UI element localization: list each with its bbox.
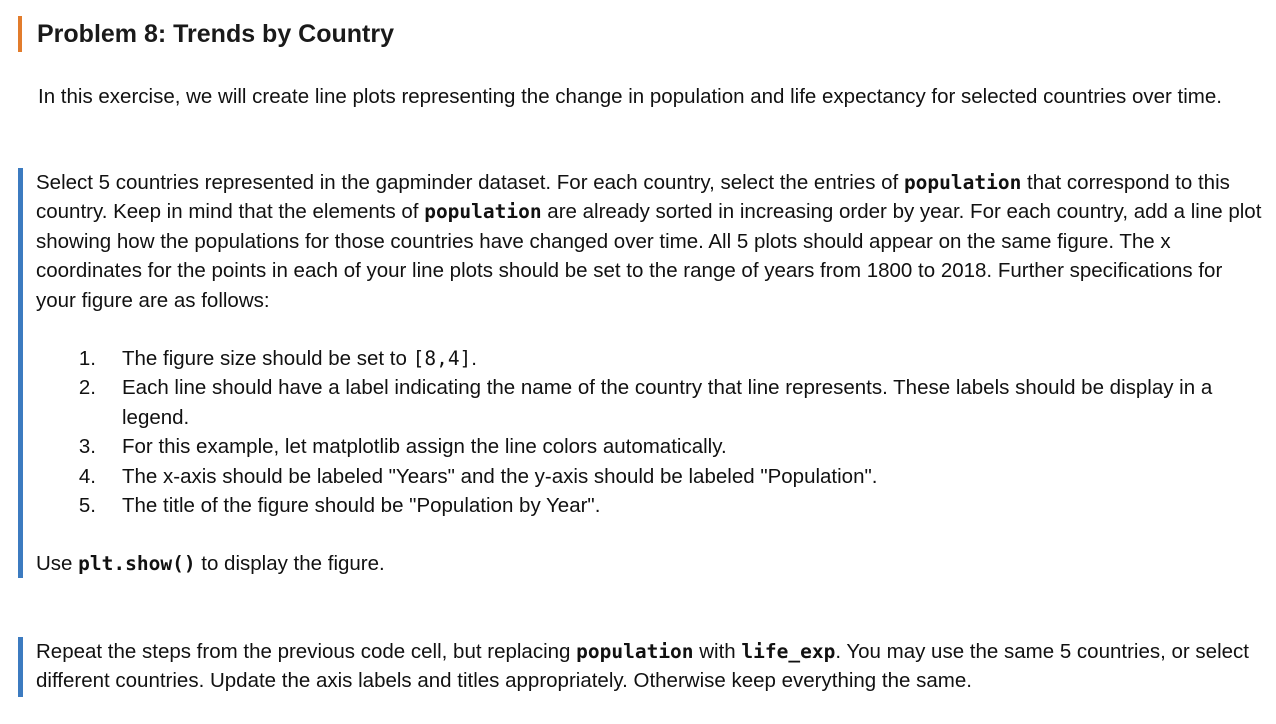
page-title: Problem 8: Trends by Country [37, 19, 395, 48]
text-span: to display the figure. [195, 552, 385, 576]
text-span: The figure size should be set to [122, 347, 413, 371]
text-span: Repeat the steps from the previous code cell, but replacing [36, 640, 577, 663]
list-text: The x-axis should be labeled "Years" and the y-axis should be labeled "Population". [122, 464, 878, 488]
markdown-cell-population[interactable] [18, 168, 1266, 578]
text-span: . You may use the same 5 countries, or select different countries. Update the axis labels and titles appropriately. Otherwise keep everything the same. [36, 640, 1249, 693]
code-population: population [903, 171, 1022, 194]
code-population: population [424, 200, 542, 224]
list-number: 3. [78, 435, 96, 459]
code-population: population [576, 640, 694, 663]
text-span: Use [36, 552, 79, 576]
show-instruction [36, 549, 1266, 578]
list-text: Each line should have a label indicating the name of the country that line represents. These labels should be display in a legend. [122, 376, 1213, 429]
intro-paragraph: In this exercise, we will create line plots representing the change in population and life expectancy for selected countries over time. [38, 85, 1222, 108]
list-item [36, 344, 1266, 373]
list-text: The title of the figure should be "Population by Year". [122, 494, 601, 518]
list-text [122, 344, 1266, 373]
text-span: . [471, 347, 477, 371]
list-number: 2. [78, 376, 96, 400]
list-item [36, 432, 1266, 461]
list-item [36, 491, 1266, 520]
list-number: 5. [78, 494, 96, 518]
markdown-cell-life-exp[interactable] [18, 637, 1271, 697]
text-span: with [693, 640, 742, 663]
text-span: are already sorted in increasing order by year. For each country, add a line plot showing how the populations for those countries have changed over time. All 5 plots should appear on the same figure. The x coordinates for the points in each of your line plots should be set to the range of years from 1800 to 2018. Further specifications for your figure are as follows: [36, 200, 1262, 312]
text-span: Select 5 countries represented in the gapminder dataset. For each country, select the entries of [36, 171, 904, 194]
code-life-exp: life_exp [741, 640, 836, 663]
list-text: For this example, let matplotlib assign the line colors automatically. [122, 435, 727, 459]
list-number: 1. [78, 347, 96, 371]
list-item [36, 462, 1266, 491]
specification-list [36, 344, 1266, 520]
text-span: that correspond to this country. Keep in mind that the elements of [36, 171, 1230, 224]
code-figsize: [8,4] [412, 347, 472, 371]
problem-heading [18, 16, 394, 52]
code-plt-show: plt.show() [78, 552, 196, 576]
list-item [36, 373, 1266, 432]
list-number: 4. [78, 464, 96, 488]
instructions-paragraph [36, 168, 1266, 315]
repeat-instructions [36, 637, 1271, 696]
